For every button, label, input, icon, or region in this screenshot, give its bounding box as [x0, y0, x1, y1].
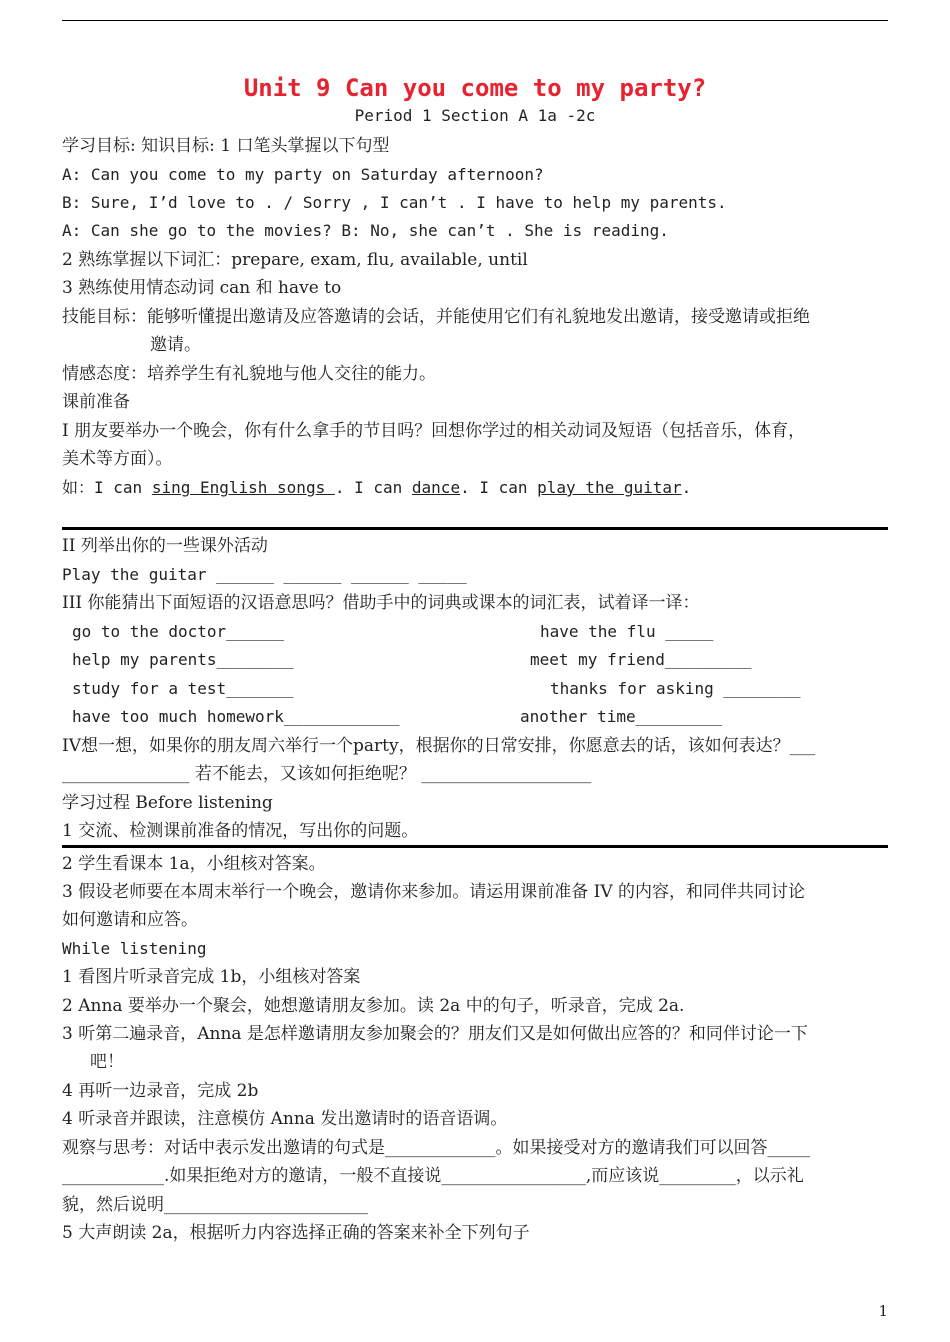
sentence-line: B: Sure, I’d love to . / Sorry , I can’t . I have to help my parents. — [62, 193, 727, 212]
observation: 观察与思考：对话中表示发出邀请的句式是_____________。如果接受对方的邀请我们可以回答_____ — [62, 1138, 810, 1158]
sentence-line: A: Can you come to my party on Saturday afternoon? — [62, 165, 544, 184]
prep-item-4: IV想一想，如果你的朋友周六举行一个party，根据你的日常安排，你愿意去的话，该如何表达？___ — [62, 736, 816, 756]
process-step-cont: 如何邀请和应答。 — [62, 910, 198, 930]
section-divider — [62, 845, 888, 848]
example-text: . I can — [334, 478, 412, 497]
example-phrase: dance — [411, 478, 461, 497]
example-text: 如：I can — [62, 478, 152, 497]
phrase-blank: study for a test_______ — [72, 679, 294, 698]
skill-objective-cont: 邀请。 — [150, 335, 201, 355]
process-step: 2 学生看课本 1a，小组核对答案。 — [62, 854, 326, 874]
prep-item-3: III 你能猜出下面短语的汉语意思吗？借助手中的词典或课本的词汇表，试着译一译： — [62, 593, 700, 613]
process-heading: 学习过程 Before listening — [62, 793, 273, 813]
objective-line: 学习目标: 知识目标: 1 口笔头掌握以下句型 — [62, 136, 390, 156]
phrase-blank: thanks for asking ________ — [550, 679, 801, 698]
page-number: 1 — [878, 1302, 888, 1320]
example-phrase: play the guitar — [537, 478, 682, 497]
phrase-blank: go to the doctor______ — [72, 622, 284, 641]
prep-item-2: II 列举出你的一些课外活动 — [62, 536, 268, 556]
attitude-objective: 情感态度：培养学生有礼貌地与他人交往的能力。 — [62, 364, 436, 384]
prep-heading: 课前准备 — [62, 392, 130, 412]
listening-step: 4 再听一边录音，完成 2b — [62, 1081, 259, 1101]
skill-objective: 技能目标：能够听懂提出邀请及应答邀请的会话，并能使用它们有礼貌地发出邀请，接受邀请或拒绝 — [62, 307, 810, 327]
listening-step: 4 听录音并跟读，注意模仿 Anna 发出邀请时的语音语调。 — [62, 1109, 508, 1129]
top-rule — [62, 20, 888, 21]
phrase-blank: help my parents________ — [72, 650, 294, 669]
while-listening-heading: While listening — [62, 939, 207, 958]
prep-item-1-cont: 美术等方面）。 — [62, 449, 173, 469]
modal-line: 3 熟练使用情态动词 can 和 have to — [62, 278, 342, 298]
section-divider — [62, 527, 888, 530]
page-title: Unit 9 Can you come to my party? — [243, 74, 707, 102]
sentence-line: A: Can she go to the movies? B: No, she can’t . She is reading. — [62, 221, 669, 240]
listening-step: 5 大声朗读 2a，根据听力内容选择正确的答案来补全下列句子 — [62, 1223, 530, 1243]
listening-step: 2 Anna 要举办一个聚会，她想邀请朋友参加。读 2a 中的句子，听录音，完成 2a. — [62, 996, 685, 1016]
phrase-blank: another time_________ — [520, 707, 723, 726]
process-step: 1 交流、检测课前准备的情况，写出你的问题。 — [62, 821, 419, 841]
example-text: . — [681, 478, 692, 497]
listening-step: 3 听第二遍录音，Anna 是怎样邀请朋友参加聚会的？朋友们又是如何做出应答的？和同伴讨论一下 — [62, 1024, 808, 1044]
listening-step-cont: 吧！ — [90, 1052, 124, 1072]
observation-cont: 貌，然后说明________________________ — [62, 1195, 368, 1215]
vocab-line: 2 熟练掌握以下词汇：prepare, exam, flu, available, until — [62, 250, 528, 270]
prep-item-1: I 朋友要举办一个晚会，你有什么拿手的节目吗？回想你学过的相关动词及短语（包括音乐，体育， — [62, 421, 806, 441]
activity-blanks: Play the guitar ______ ______ ______ _____ — [62, 565, 467, 584]
example-text: . I can — [460, 478, 538, 497]
observation-cont: ____________.如果拒绝对方的邀请，一般不直接说_________________,而应该说_________，以示礼 — [62, 1166, 804, 1186]
phrase-blank: have the flu _____ — [540, 622, 714, 641]
example-line — [62, 476, 892, 500]
listening-step: 1 看图片听录音完成 1b，小组核对答案 — [62, 967, 361, 987]
example-phrase: sing English songs — [151, 478, 335, 497]
prep-item-4-cont: _______________ 若不能去，又该如何拒绝呢？ ____________________ — [62, 764, 592, 784]
page-subtitle: Period 1 Section A 1a -2c — [354, 106, 596, 125]
phrase-blank: have too much homework____________ — [72, 707, 400, 726]
process-step: 3 假设老师要在本周末举行一个晚会，邀请你来参加。请运用课前准备 IV 的内容，和同伴共同讨论 — [62, 882, 806, 902]
phrase-blank: meet my friend_________ — [530, 650, 752, 669]
